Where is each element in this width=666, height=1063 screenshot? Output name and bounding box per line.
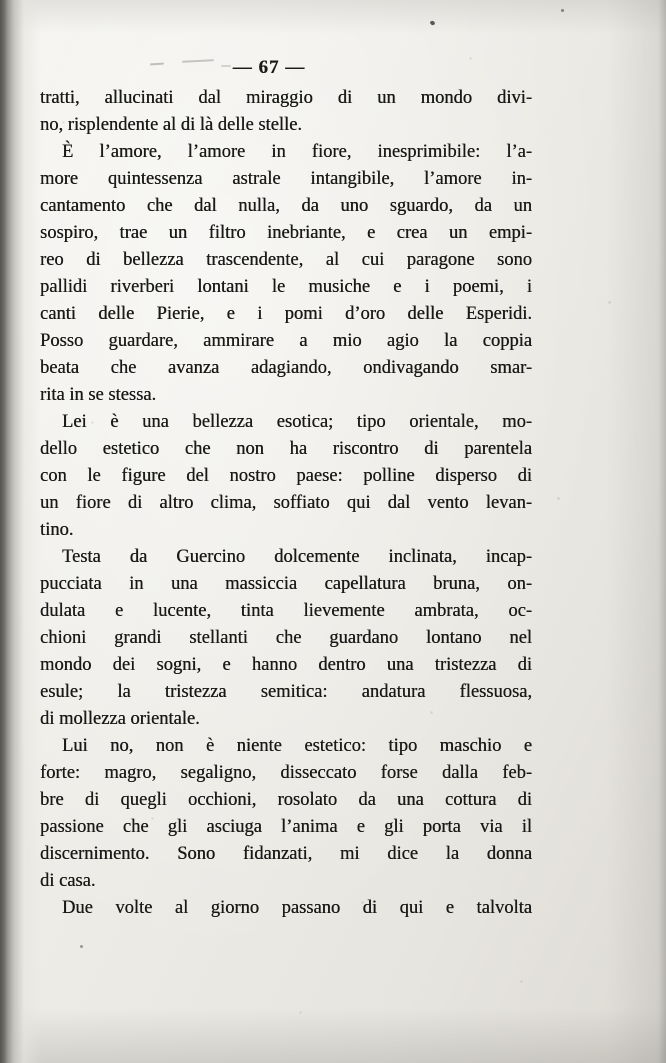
text-line: un fiore di altro clima, soffiato qui dal vento levan- [40, 493, 532, 513]
text-line: Posso guardare, ammirare a mio agio la coppia [40, 331, 532, 351]
text-line: di casa. [40, 871, 96, 891]
paragraph [40, 85, 532, 139]
text-block [40, 85, 532, 922]
text-line: cantamento che dal nulla, da uno sguardo, da un [40, 196, 532, 216]
text-line: È l’amore, l’amore in fiore, inesprimibile: l’a- [62, 142, 532, 162]
text-line: pallidi riverberi lontani le musiche e i poemi, i [40, 277, 532, 297]
page-number: — 67 — [232, 57, 306, 78]
paragraph [40, 895, 532, 922]
text-line: reo di bellezza trascendente, al cui paragone sono [40, 250, 532, 270]
text-line: Due volte al giorno passano di qui e talvolta [62, 898, 532, 918]
text-line: no, risplendente al di là delle stelle. [40, 115, 302, 135]
paragraph [40, 544, 532, 733]
text-line: rita in se stessa. [40, 385, 157, 405]
paragraph [40, 139, 532, 409]
text-line: canti delle Pierie, e i pomi d’oro delle Esperidi. [40, 304, 532, 324]
text-line: discernimento. Sono fidanzati, mi dice la donna [40, 844, 532, 864]
text-line: Testa da Guercino dolcemente inclinata, incap- [62, 547, 532, 567]
text-line: tino. [40, 520, 74, 540]
ink-speck [561, 9, 564, 12]
text-line: Lui no, non è niente estetico: tipo maschio e [62, 736, 532, 756]
paragraph [40, 409, 532, 544]
ink-speck [429, 20, 435, 26]
text-line: esule; la tristezza semitica: andatura flessuosa, [40, 682, 532, 702]
text-line: Lei è una bellezza esotica; tipo orientale, mo- [62, 412, 532, 432]
text-line: pucciata in una massiccia capellatura bruna, on- [40, 574, 532, 594]
text-line: tratti, allucinati dal miraggio di un mondo divi- [40, 88, 532, 108]
text-line: more quintessenza astrale intangibile, l’amore in- [40, 169, 532, 189]
text-line: mondo dei sogni, e hanno dentro una tristezza di [40, 655, 532, 675]
text-line: bre di quegli occhioni, rosolato da una cottura di [40, 790, 532, 810]
text-line: sospiro, trae un filtro inebriante, e crea un empi- [40, 223, 532, 243]
text-line: forte: magro, segaligno, disseccato forse dalla feb- [40, 763, 532, 783]
text-line: beata che avanza adagiando, ondivagando smar- [40, 358, 532, 378]
text-line: chioni grandi stellanti che guardano lontano nel [40, 628, 532, 648]
text-line: dello estetico che non ha riscontro di parentela [40, 439, 532, 459]
paragraph [40, 733, 532, 895]
paper-noise [0, 0, 1, 1]
text-line: con le figure del nostro paese: polline disperso di [40, 466, 532, 486]
ink-speck [80, 945, 83, 948]
text-line: dulata e lucente, tinta lievemente ambrata, oc- [40, 601, 532, 621]
text-line: passione che gli asciuga l’anima e gli porta via il [40, 817, 532, 837]
text-line: di mollezza orientale. [40, 709, 200, 729]
